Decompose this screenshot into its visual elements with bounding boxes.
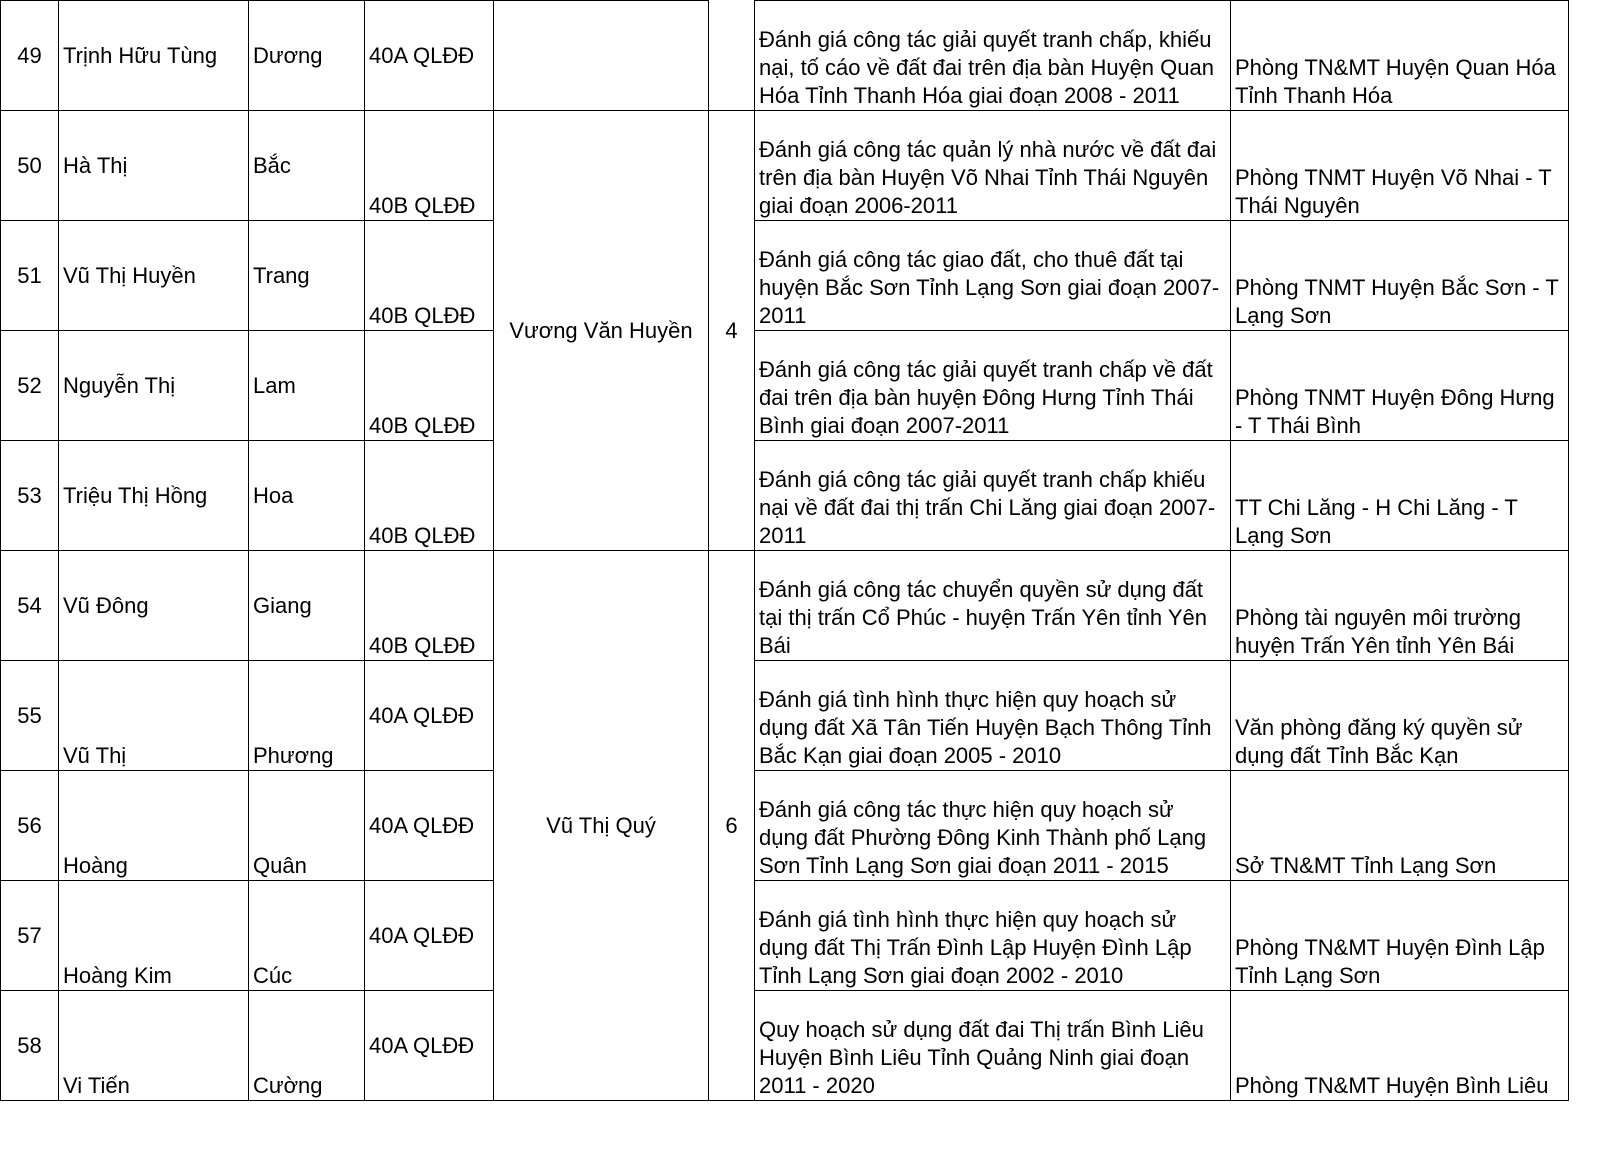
- internship-location: Sở TN&MT Tỉnh Lạng Sơn: [1231, 771, 1569, 881]
- supervisor-name: Vương Văn Huyền: [494, 111, 709, 551]
- student-given-name: Phương: [249, 661, 365, 771]
- student-given-name: Bắc: [249, 111, 365, 221]
- class-code: 40A QLĐĐ: [365, 661, 494, 771]
- row-number: 52: [1, 331, 59, 441]
- student-given-name: Dương: [249, 1, 365, 111]
- row-number: 51: [1, 221, 59, 331]
- thesis-topic: Đánh giá công tác giải quyết tranh chấp khiếu nại về đất đai thị trấn Chi Lăng giai đoạn 2007-2011: [755, 441, 1231, 551]
- student-given-name: Trang: [249, 221, 365, 331]
- supervisor-name: Vũ Thị Quý: [494, 551, 709, 1101]
- table-row: [1, 881, 1569, 991]
- thesis-topic: Quy hoạch sử dụng đất đai Thị trấn Bình Liêu Huyện Bình Liêu Tỉnh Quảng Ninh giai đoạn 2011 - 2020: [755, 991, 1231, 1101]
- student-surname: Nguyễn Thị: [59, 331, 249, 441]
- student-count: 6: [709, 551, 755, 1101]
- student-surname: Hoàng Kim: [59, 881, 249, 991]
- table-row: [1, 991, 1569, 1101]
- row-number: 57: [1, 881, 59, 991]
- student-surname: Trịnh Hữu Tùng: [59, 1, 249, 111]
- count-cell-empty: [709, 1, 755, 111]
- student-given-name: Quân: [249, 771, 365, 881]
- student-surname: Vũ Thị Huyền: [59, 221, 249, 331]
- student-given-name: Cường: [249, 991, 365, 1101]
- internship-location: Phòng TN&MT Huyện Bình Liêu: [1231, 991, 1569, 1101]
- internship-location: Phòng TNMT Huyện Võ Nhai - T Thái Nguyên: [1231, 111, 1569, 221]
- table-row: [1, 331, 1569, 441]
- class-code: 40B QLĐĐ: [365, 111, 494, 221]
- internship-location: TT Chi Lăng - H Chi Lăng - T Lạng Sơn: [1231, 441, 1569, 551]
- row-number: 56: [1, 771, 59, 881]
- student-surname: Hà Thị: [59, 111, 249, 221]
- internship-location: Văn phòng đăng ký quyền sử dụng đất Tỉnh Bắc Kạn: [1231, 661, 1569, 771]
- internship-location: Phòng tài nguyên môi trường huyện Trấn Yên tỉnh Yên Bái: [1231, 551, 1569, 661]
- class-code: 40A QLĐĐ: [365, 991, 494, 1101]
- internship-location: Phòng TNMT Huyện Đông Hưng - T Thái Bình: [1231, 331, 1569, 441]
- student-surname: Triệu Thị Hồng: [59, 441, 249, 551]
- class-code: 40A QLĐĐ: [365, 1, 494, 111]
- class-code: 40B QLĐĐ: [365, 441, 494, 551]
- class-code: 40B QLĐĐ: [365, 221, 494, 331]
- internship-location: Phòng TNMT Huyện Bắc Sơn - T Lạng Sơn: [1231, 221, 1569, 331]
- student-given-name: Giang: [249, 551, 365, 661]
- row-number: 54: [1, 551, 59, 661]
- table-row: [1, 661, 1569, 771]
- student-given-name: Hoa: [249, 441, 365, 551]
- class-code: 40A QLĐĐ: [365, 771, 494, 881]
- table-row: [1, 551, 1569, 661]
- student-surname: Vũ Đông: [59, 551, 249, 661]
- class-code: 40A QLĐĐ: [365, 881, 494, 991]
- thesis-topic: Đánh giá công tác chuyển quyền sử dụng đất tại thị trấn Cổ Phúc - huyện Trấn Yên tỉnh Yên Bái: [755, 551, 1231, 661]
- table-row: [1, 1, 1569, 111]
- thesis-topic: Đánh giá công tác giải quyết tranh chấp về đất đai trên địa bàn huyện Đông Hưng Tỉnh Thái Bình giai đoạn 2007-2011: [755, 331, 1231, 441]
- supervisor-cell-empty: [494, 1, 709, 111]
- thesis-topic: Đánh giá tình hình thực hiện quy hoạch sử dụng đất Xã Tân Tiến Huyện Bạch Thông Tỉnh Bắc Kạn giai đoạn 2005 - 2010: [755, 661, 1231, 771]
- student-surname: Vũ Thị: [59, 661, 249, 771]
- student-given-name: Cúc: [249, 881, 365, 991]
- table-row: [1, 221, 1569, 331]
- thesis-topic: Đánh giá công tác giải quyết tranh chấp, khiếu nại, tố cáo về đất đai trên địa bàn Huyện Quan Hóa Tỉnh Thanh Hóa giai đoạn 2008 - 2011: [755, 1, 1231, 111]
- row-number: 50: [1, 111, 59, 221]
- table-row: [1, 771, 1569, 881]
- student-given-name: Lam: [249, 331, 365, 441]
- thesis-topic: Đánh giá tình hình thực hiện quy hoạch sử dụng đất Thị Trấn Đình Lập Huyện Đình Lập Tỉnh Lạng Sơn giai đoạn 2002 - 2010: [755, 881, 1231, 991]
- thesis-topic: Đánh giá công tác quản lý nhà nước về đất đai trên địa bàn Huyện Võ Nhai Tỉnh Thái Nguyên giai đoạn 2006-2011: [755, 111, 1231, 221]
- row-number: 58: [1, 991, 59, 1101]
- student-surname: Vi Tiến: [59, 991, 249, 1101]
- student-surname: Hoàng: [59, 771, 249, 881]
- thesis-topic: Đánh giá công tác giao đất, cho thuê đất tại huyện Bắc Sơn Tỉnh Lạng Sơn giai đoạn 2007-2011: [755, 221, 1231, 331]
- class-code: 40B QLĐĐ: [365, 331, 494, 441]
- student-count: 4: [709, 111, 755, 551]
- row-number: 55: [1, 661, 59, 771]
- thesis-topic: Đánh giá công tác thực hiện quy hoạch sử dụng đất Phường Đông Kinh Thành phố Lạng Sơn Tỉnh Lạng Sơn giai đoạn 2011 - 2015: [755, 771, 1231, 881]
- row-number: 53: [1, 441, 59, 551]
- row-number: 49: [1, 1, 59, 111]
- internship-location: Phòng TN&MT Huyện Đình Lập Tỉnh Lạng Sơn: [1231, 881, 1569, 991]
- class-code: 40B QLĐĐ: [365, 551, 494, 661]
- table-row: [1, 111, 1569, 221]
- internship-location: Phòng TN&MT Huyện Quan Hóa Tỉnh Thanh Hóa: [1231, 1, 1569, 111]
- table-row: [1, 441, 1569, 551]
